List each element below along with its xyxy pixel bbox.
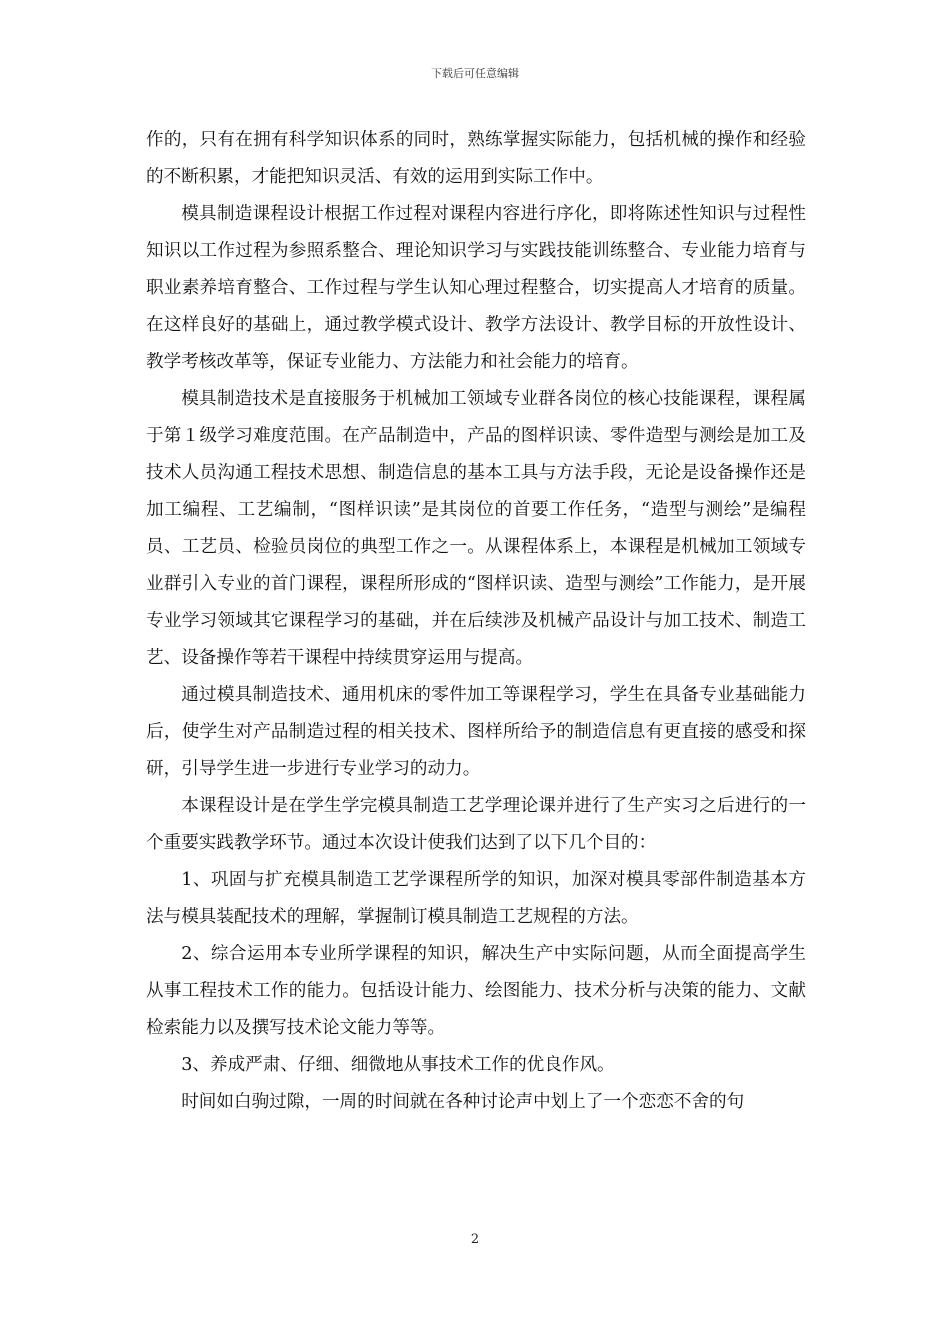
paragraph-core-skill-course: 模具制造技术是直接服务于机械加工领域专业群各岗位的核心技能课程，课程属于第１级学习难度范围。在产品制造中，产品的图样识读、零件造型与测绘是加工及技术人员沟通工程技术思想、制造信息的基本工具与方法手段，无论是设备操作还是加工编程、工艺编制，“图样识读”是其岗位的首要工作任务，“造型与测绘”是编程员、工艺员、检验员岗位的典型工作之一。从课程体系上，本课程是机械加工领域专业群引入专业的首门课程，课程所形成的“图样识读、造型与测绘”工作能力，是开展专业学习领域其它课程学习的基础，并在后续涉及机械产品设计与加工技术、制造工艺、设备操作等若干课程中持续贯穿运用与提高。 (146, 389, 806, 668)
list-item-goal-1: 1、巩固与扩充模具制造工艺学课程所学的知识，加深对模具零部件制造基本方法与模具装配技术的理解，掌握制订模具制造工艺规程的方法。 (146, 870, 806, 927)
paragraph-learning-motivation: 通过模具制造技术、通用机床的零件加工等课程学习，学生在具备专业基础能力后，使学生对产品制造过程的相关技术、图样所给予的制造信息有更直接的感受和探研，引导学生进一步进行专业学习的动力。 (146, 685, 806, 779)
page-header-note: 下载后可任意编辑 (431, 67, 519, 80)
list-item-goal-2: 2、综合运用本专业所学课程的知识，解决生产中实际问题，从而全面提高学生从事工程技术工作的能力。包括设计能力、绘图能力、技术分析与决策的能力、文献检索能力以及撰写技术论文能力等等。 (146, 944, 806, 1038)
document-body (146, 122, 806, 1121)
paragraph-design-purpose: 本课程设计是在学生学完模具制造工艺学理论课并进行了生产实习之后进行的一个重要实践教学环节。通过本次设计使我们达到了以下几个目的： (146, 796, 806, 853)
page-number: 2 (470, 1232, 480, 1247)
paragraph-course-design-sequencing: 模具制造课程设计根据工作过程对课程内容进行序化，即将陈述性知识与过程性知识以工作过程为参照系整合、理论知识学习与实践技能训练整合、专业能力培育与职业素养培育整合、工作过程与学生认知心理过程整合，切实提高人才培育的质量。在这样良好的基础上，通过教学模式设计、教学方法设计、教学目标的开放性设计、教学考核改革等，保证专业能力、方法能力和社会能力的培育。 (146, 204, 806, 372)
paragraph-continuation: 作的，只有在拥有科学知识体系的同时，熟练掌握实际能力，包括机械的操作和经验的不断积累，才能把知识灵活、有效的运用到实际工作中。 (146, 130, 806, 187)
list-item-goal-3: 3、养成严肃、仔细、细微地从事技术工作的优良作风。 (181, 1055, 615, 1075)
paragraph-conclusion-start: 时间如白驹过隙，一周的时间就在各种讨论声中划上了一个恋恋不舍的句 (181, 1092, 745, 1112)
